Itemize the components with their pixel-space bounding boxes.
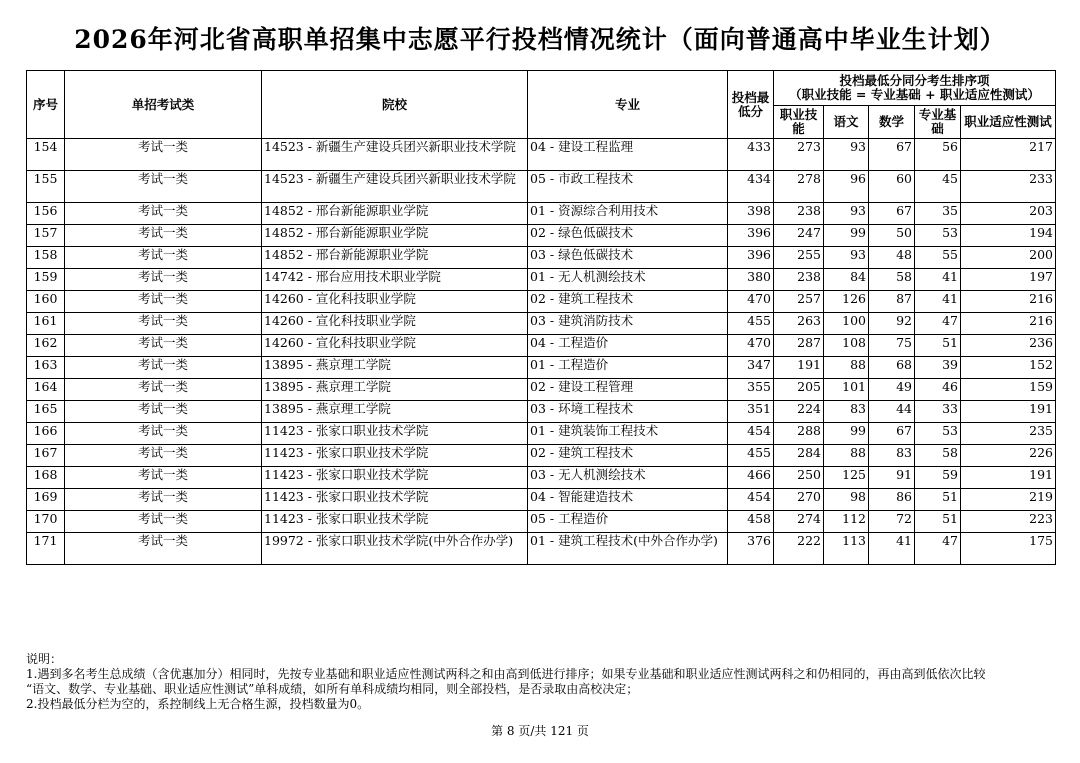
cell-chinese: 108 (824, 335, 869, 357)
cell-major: 03 - 无人机测绘技术 (528, 467, 728, 489)
table-row (27, 511, 1056, 533)
cell-skill: 263 (774, 313, 824, 335)
cell-seq: 154 (27, 139, 65, 171)
cell-min-score: 347 (728, 357, 774, 379)
cell-math: 72 (869, 511, 915, 533)
cell-major: 03 - 绿色低碳技术 (528, 247, 728, 269)
cell-chinese: 112 (824, 511, 869, 533)
cell-chinese: 93 (824, 139, 869, 171)
cell-basic: 47 (915, 313, 961, 335)
cell-exam-type: 考试一类 (65, 533, 262, 565)
cell-exam-type: 考试一类 (65, 445, 262, 467)
cell-skill: 274 (774, 511, 824, 533)
cell-chinese: 101 (824, 379, 869, 401)
cell-chinese: 88 (824, 445, 869, 467)
cell-math: 86 (869, 489, 915, 511)
cell-basic: 41 (915, 269, 961, 291)
cell-exam-type: 考试一类 (65, 203, 262, 225)
cell-seq: 160 (27, 291, 65, 313)
header-seq: 序号 (27, 71, 65, 139)
table-row (27, 225, 1056, 247)
cell-exam-type: 考试一类 (65, 247, 262, 269)
cell-school: 14852 - 邢台新能源职业学院 (262, 203, 528, 225)
cell-seq: 167 (27, 445, 65, 467)
cell-exam-type: 考试一类 (65, 139, 262, 171)
cell-skill: 273 (774, 139, 824, 171)
header-skill: 职业技能 (774, 106, 824, 139)
cell-skill: 205 (774, 379, 824, 401)
cell-math: 92 (869, 313, 915, 335)
cell-chinese: 100 (824, 313, 869, 335)
cell-chinese: 88 (824, 357, 869, 379)
cell-school: 11423 - 张家口职业技术学院 (262, 467, 528, 489)
cell-major: 04 - 建设工程监理 (528, 139, 728, 171)
cell-exam-type: 考试一类 (65, 269, 262, 291)
cell-school: 11423 - 张家口职业技术学院 (262, 445, 528, 467)
cell-skill: 247 (774, 225, 824, 247)
cell-chinese: 84 (824, 269, 869, 291)
cell-min-score: 380 (728, 269, 774, 291)
cell-min-score: 434 (728, 171, 774, 203)
cell-chinese: 99 (824, 423, 869, 445)
cell-chinese: 98 (824, 489, 869, 511)
cell-math: 48 (869, 247, 915, 269)
cell-skill: 224 (774, 401, 824, 423)
cell-basic: 51 (915, 489, 961, 511)
cell-math: 49 (869, 379, 915, 401)
cell-math: 67 (869, 423, 915, 445)
cell-basic: 41 (915, 291, 961, 313)
cell-school: 11423 - 张家口职业技术学院 (262, 423, 528, 445)
cell-math: 75 (869, 335, 915, 357)
table-row (27, 401, 1056, 423)
cell-min-score: 455 (728, 445, 774, 467)
table-row (27, 247, 1056, 269)
cell-skill: 284 (774, 445, 824, 467)
cell-skill: 238 (774, 203, 824, 225)
table-row (27, 533, 1056, 565)
cell-major: 05 - 工程造价 (528, 511, 728, 533)
cell-school: 14852 - 邢台新能源职业学院 (262, 247, 528, 269)
cell-seq: 163 (27, 357, 65, 379)
cell-min-score: 470 (728, 291, 774, 313)
cell-chinese: 93 (824, 247, 869, 269)
header-tie-group (774, 71, 1056, 106)
header-math: 数学 (869, 106, 915, 139)
cell-min-score: 396 (728, 225, 774, 247)
table-row (27, 489, 1056, 511)
cell-exam-type: 考试一类 (65, 489, 262, 511)
cell-seq: 156 (27, 203, 65, 225)
cell-aptitude: 233 (961, 171, 1056, 203)
cell-basic: 45 (915, 171, 961, 203)
cell-skill: 255 (774, 247, 824, 269)
cell-aptitude: 197 (961, 269, 1056, 291)
cell-major: 04 - 工程造价 (528, 335, 728, 357)
cell-min-score: 396 (728, 247, 774, 269)
cell-basic: 59 (915, 467, 961, 489)
cell-chinese: 83 (824, 401, 869, 423)
cell-min-score: 351 (728, 401, 774, 423)
cell-major: 02 - 建筑工程技术 (528, 291, 728, 313)
cell-aptitude: 216 (961, 313, 1056, 335)
page-title: 2026年河北省高职单招集中志愿平行投档情况统计（面向普通高中毕业生计划） (74, 25, 1006, 54)
cell-math: 60 (869, 171, 915, 203)
cell-basic: 56 (915, 139, 961, 171)
cell-min-score: 455 (728, 313, 774, 335)
cell-basic: 47 (915, 533, 961, 565)
cell-school: 11423 - 张家口职业技术学院 (262, 511, 528, 533)
cell-aptitude: 203 (961, 203, 1056, 225)
cell-math: 67 (869, 203, 915, 225)
cell-major: 01 - 无人机测绘技术 (528, 269, 728, 291)
cell-min-score: 466 (728, 467, 774, 489)
cell-exam-type: 考试一类 (65, 511, 262, 533)
cell-aptitude: 236 (961, 335, 1056, 357)
cell-chinese: 125 (824, 467, 869, 489)
cell-min-score: 398 (728, 203, 774, 225)
cell-basic: 51 (915, 335, 961, 357)
cell-math: 44 (869, 401, 915, 423)
cell-major: 01 - 建筑装饰工程技术 (528, 423, 728, 445)
cell-seq: 168 (27, 467, 65, 489)
table-row (27, 335, 1056, 357)
cell-basic: 55 (915, 247, 961, 269)
cell-math: 68 (869, 357, 915, 379)
cell-major: 04 - 智能建造技术 (528, 489, 728, 511)
cell-skill: 278 (774, 171, 824, 203)
cell-school: 14523 - 新疆生产建设兵团兴新职业技术学院 (262, 139, 528, 171)
cell-min-score: 454 (728, 489, 774, 511)
cell-school: 13895 - 燕京理工学院 (262, 379, 528, 401)
cell-school: 14260 - 宣化科技职业学院 (262, 291, 528, 313)
header-min-score: 投档最低分 (728, 71, 774, 139)
cell-school: 14852 - 邢台新能源职业学院 (262, 225, 528, 247)
cell-major: 03 - 环境工程技术 (528, 401, 728, 423)
cell-exam-type: 考试一类 (65, 225, 262, 247)
cell-chinese: 99 (824, 225, 869, 247)
cell-basic: 53 (915, 225, 961, 247)
cell-math: 91 (869, 467, 915, 489)
cell-seq: 161 (27, 313, 65, 335)
cell-seq: 164 (27, 379, 65, 401)
cell-exam-type: 考试一类 (65, 357, 262, 379)
cell-exam-type: 考试一类 (65, 401, 262, 423)
cell-aptitude: 226 (961, 445, 1056, 467)
cell-chinese: 113 (824, 533, 869, 565)
cell-seq: 165 (27, 401, 65, 423)
cell-basic: 46 (915, 379, 961, 401)
cell-seq: 166 (27, 423, 65, 445)
cell-seq: 169 (27, 489, 65, 511)
notes (26, 652, 1066, 712)
cell-min-score: 458 (728, 511, 774, 533)
header-tie-group-title: 投档最低分同分考生排序项 (839, 73, 990, 88)
cell-major: 01 - 资源综合利用技术 (528, 203, 728, 225)
cell-exam-type: 考试一类 (65, 379, 262, 401)
cell-school: 14742 - 邢台应用技术职业学院 (262, 269, 528, 291)
cell-aptitude: 219 (961, 489, 1056, 511)
cell-seq: 171 (27, 533, 65, 565)
cell-skill: 288 (774, 423, 824, 445)
table-row (27, 139, 1056, 171)
cell-skill: 287 (774, 335, 824, 357)
cell-exam-type: 考试一类 (65, 171, 262, 203)
cell-aptitude: 217 (961, 139, 1056, 171)
cell-skill: 250 (774, 467, 824, 489)
cell-math: 67 (869, 139, 915, 171)
table-row (27, 203, 1056, 225)
cell-aptitude: 159 (961, 379, 1056, 401)
cell-math: 83 (869, 445, 915, 467)
cell-min-score: 355 (728, 379, 774, 401)
cell-aptitude: 191 (961, 401, 1056, 423)
cell-aptitude: 235 (961, 423, 1056, 445)
header-tie-formula: （职业技能 = 专业基础 + 职业适应性测试） (789, 87, 1040, 102)
cell-basic: 35 (915, 203, 961, 225)
cell-exam-type: 考试一类 (65, 313, 262, 335)
cell-major: 05 - 市政工程技术 (528, 171, 728, 203)
header-aptitude: 职业适应性测试 (961, 106, 1056, 139)
cell-math: 50 (869, 225, 915, 247)
cell-seq: 155 (27, 171, 65, 203)
cell-skill: 191 (774, 357, 824, 379)
cell-exam-type: 考试一类 (65, 467, 262, 489)
cell-exam-type: 考试一类 (65, 423, 262, 445)
cell-chinese: 93 (824, 203, 869, 225)
cell-exam-type: 考试一类 (65, 291, 262, 313)
header-major: 专业 (528, 71, 728, 139)
table-row (27, 171, 1056, 203)
header-exam-type: 单招考试类 (65, 71, 262, 139)
cell-aptitude: 216 (961, 291, 1056, 313)
header-basic: 专业基础 (915, 106, 961, 139)
cell-school: 13895 - 燕京理工学院 (262, 357, 528, 379)
cell-major: 02 - 绿色低碳技术 (528, 225, 728, 247)
cell-chinese: 96 (824, 171, 869, 203)
notes-line-3: 2.投档最低分栏为空的，系控制线上无合格生源，投档数量为0。 (26, 697, 370, 711)
cell-chinese: 126 (824, 291, 869, 313)
table-row (27, 291, 1056, 313)
cell-basic: 39 (915, 357, 961, 379)
cell-math: 41 (869, 533, 915, 565)
notes-line-2: “语文、数学、专业基础、职业适应性测试”单科成绩，如所有单科成绩均相同，则全部投档，是否录取由高校决定； (26, 682, 639, 696)
cell-skill: 270 (774, 489, 824, 511)
cell-major: 02 - 建筑工程技术 (528, 445, 728, 467)
cell-school: 14260 - 宣化科技职业学院 (262, 335, 528, 357)
cell-min-score: 454 (728, 423, 774, 445)
table-row (27, 379, 1056, 401)
table-row (27, 445, 1056, 467)
cell-min-score: 433 (728, 139, 774, 171)
cell-skill: 257 (774, 291, 824, 313)
cell-basic: 58 (915, 445, 961, 467)
cell-seq: 159 (27, 269, 65, 291)
cell-skill: 238 (774, 269, 824, 291)
table-row (27, 467, 1056, 489)
table-row (27, 357, 1056, 379)
cell-major: 02 - 建设工程管理 (528, 379, 728, 401)
cell-exam-type: 考试一类 (65, 335, 262, 357)
header-school: 院校 (262, 71, 528, 139)
cell-math: 87 (869, 291, 915, 313)
table-row (27, 313, 1056, 335)
cell-seq: 157 (27, 225, 65, 247)
cell-major: 01 - 工程造价 (528, 357, 728, 379)
cell-math: 58 (869, 269, 915, 291)
page-footer: 第 8 页/共 121 页 (491, 724, 589, 738)
cell-skill: 222 (774, 533, 824, 565)
table-row (27, 269, 1056, 291)
cell-basic: 33 (915, 401, 961, 423)
cell-school: 11423 - 张家口职业技术学院 (262, 489, 528, 511)
header-chinese: 语文 (824, 106, 869, 139)
cell-seq: 170 (27, 511, 65, 533)
admission-table (26, 70, 1056, 565)
cell-major: 01 - 建筑工程技术(中外合作办学) (528, 533, 728, 565)
cell-aptitude: 194 (961, 225, 1056, 247)
notes-line-1: 1.遇到多名考生总成绩（含优惠加分）相同时，先按专业基础和职业适应性测试两科之和由高到低进行排序；如果专业基础和职业适应性测试两科之和仍相同的，再由高到低依次比较 (26, 667, 986, 681)
cell-seq: 162 (27, 335, 65, 357)
cell-aptitude: 200 (961, 247, 1056, 269)
cell-basic: 53 (915, 423, 961, 445)
cell-aptitude: 223 (961, 511, 1056, 533)
cell-min-score: 376 (728, 533, 774, 565)
cell-min-score: 470 (728, 335, 774, 357)
table-row (27, 423, 1056, 445)
cell-aptitude: 175 (961, 533, 1056, 565)
cell-basic: 51 (915, 511, 961, 533)
cell-school: 14260 - 宣化科技职业学院 (262, 313, 528, 335)
cell-school: 19972 - 张家口职业技术学院(中外合作办学) (262, 533, 528, 565)
cell-school: 13895 - 燕京理工学院 (262, 401, 528, 423)
notes-heading: 说明： (26, 652, 63, 666)
cell-major: 03 - 建筑消防技术 (528, 313, 728, 335)
cell-seq: 158 (27, 247, 65, 269)
cell-aptitude: 152 (961, 357, 1056, 379)
cell-school: 14523 - 新疆生产建设兵团兴新职业技术学院 (262, 171, 528, 203)
cell-aptitude: 191 (961, 467, 1056, 489)
